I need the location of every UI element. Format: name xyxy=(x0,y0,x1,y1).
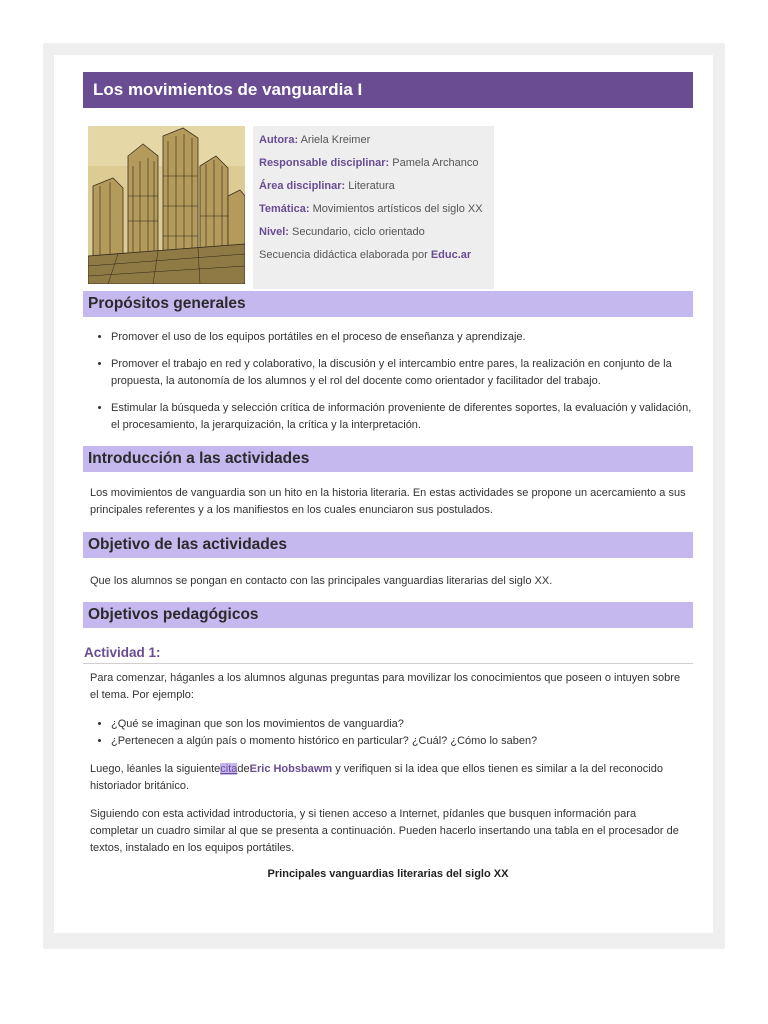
cita-paragraph xyxy=(83,761,693,795)
actividad-1-intro: Para comenzar, háganles a los alumnos algunas preguntas para movilizar los conocimientos que poseen o intuyen sobre el tema. Por ejemplo: xyxy=(90,672,681,701)
metadata-panel xyxy=(253,126,494,289)
list-item: • ¿Qué se imaginan que son los movimientos de vanguardia? xyxy=(111,716,693,733)
autora-label: Autora: xyxy=(259,134,299,146)
meta-autora xyxy=(253,129,494,152)
hobsbawm-link[interactable]: Eric Hobsbawm xyxy=(249,763,333,775)
document-content xyxy=(83,72,693,880)
introduccion-heading: Introducción a las actividades xyxy=(83,446,693,472)
table-caption: Principales vanguardias literarias del siglo XX xyxy=(267,868,509,880)
info-block xyxy=(83,126,693,289)
continuation-text: Siguiendo con esta actividad introductoria, y si tienen acceso a Internet, pídanles que busquen información para completar un cuadro similar al que se presenta a continuación. Pueden hacerlo insertando una tabla en el procesador de textos, instalado en los equipos portátiles. xyxy=(90,808,679,854)
page-title: Los movimientos de vanguardia I xyxy=(83,72,693,108)
tematica-value: Movimientos artísticos del siglo XX xyxy=(312,203,483,215)
preguntas-list xyxy=(83,716,693,750)
introduccion-text: Los movimientos de vanguardia son un hito en la historia literaria. En estas actividades se propone un acercamiento a sus principales referentes y a los manifiestos en los cuales enunciaron sus postulados. xyxy=(90,487,686,516)
meta-responsable xyxy=(253,152,494,175)
cita-rest-text: y verifiquen si la idea que ellos tienen es similar a la del reconocido historiador británico. xyxy=(90,763,663,792)
futurist-city-drawing xyxy=(88,126,245,284)
actividad-1-title: Actividad 1: xyxy=(83,642,693,664)
list-item: • Estimular la búsqueda y selección crítica de información proveniente de diferentes soportes, la evaluación y validación, el procesamiento, la jerarquización, la crítica y la interpretación. xyxy=(111,400,693,434)
list-item: • ¿Pertenecen a algún país o momento histórico en particular? ¿Cuál? ¿Cómo lo saben? xyxy=(111,733,693,750)
pedagogicos-heading: Objetivos pedagógicos xyxy=(83,602,693,628)
meta-area xyxy=(253,175,494,198)
secuencia-text: Secuencia didáctica elaborada por xyxy=(259,249,428,261)
meta-nivel xyxy=(253,221,494,244)
nivel-value: Secundario, ciclo orientado xyxy=(292,226,425,238)
autora-value: Ariela Kreimer xyxy=(300,134,371,146)
objetivo-heading: Objetivo de las actividades xyxy=(83,532,693,558)
objetivo-text: Que los alumnos se pongan en contacto con las principales vanguardias literarias del siglo XX. xyxy=(90,575,553,587)
propositos-list xyxy=(83,329,693,434)
propositos-heading: Propósitos generales xyxy=(83,291,693,317)
cita-link[interactable]: cita xyxy=(220,763,238,775)
area-label: Área disciplinar: xyxy=(259,180,346,192)
responsable-value: Pamela Archanco xyxy=(392,157,479,169)
educar-link[interactable]: Educ.ar xyxy=(430,249,472,261)
tematica-label: Temática: xyxy=(259,203,310,215)
nivel-label: Nivel: xyxy=(259,226,289,238)
cita-lead-text: Luego, léanles la siguiente xyxy=(90,763,221,775)
responsable-label: Responsable disciplinar: xyxy=(259,157,390,169)
meta-secuencia xyxy=(253,244,494,267)
list-item: • Promover el trabajo en red y colaborativo, la discusión y el intercambio entre pares, la realización en conjunto de la propuesta, la autonomía de los alumnos y el rol del docente como orientador y facilitador del trabajo. xyxy=(111,356,693,390)
list-item: • Promover el uso de los equipos portátiles en el proceso de enseñanza y aprendizaje. xyxy=(111,329,693,346)
meta-tematica xyxy=(253,198,494,221)
cita-de-text: de xyxy=(237,763,250,775)
architecture-illustration xyxy=(88,126,245,284)
area-value: Literatura xyxy=(348,180,395,192)
